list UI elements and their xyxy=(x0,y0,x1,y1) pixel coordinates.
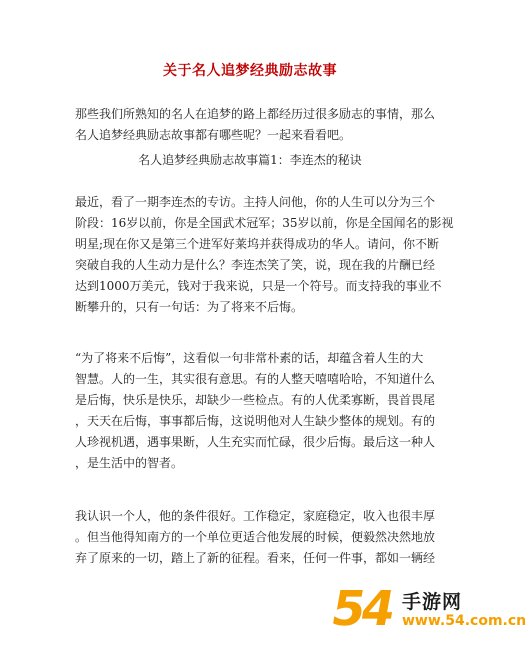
body-paragraph-2 xyxy=(75,348,436,474)
intro-paragraph xyxy=(75,104,436,146)
paragraph-line: 弃了原来的一切，踏上了新的征程。看来，任何一件事，都如一辆经 xyxy=(75,551,436,565)
intro-line: 那些我们所熟知的名人在追梦的路上都经历过很多励志的事情，那么 xyxy=(75,107,436,121)
paragraph-line: 。但当他得知南方的一个单位更适合他发展的时候，便毅然决然地放 xyxy=(75,530,436,544)
paragraph-line: 达到1000万美元，钱对于我来说，只是一个符号。而支持我的事业不 xyxy=(75,279,442,293)
body-paragraph-1 xyxy=(75,192,454,318)
paragraph-line: 明星;现在你又是第三个进军好莱坞并获得成功的华人。请问，你不断 xyxy=(75,237,440,251)
document-title: 关于名人追梦经典励志故事 xyxy=(163,63,337,79)
paragraph-line: ，天天在后悔，事事都后悔，这说明他对人生缺少整体的规划。有的 xyxy=(75,414,436,428)
intro-line: 名人追梦经典励志故事都有哪些呢？一起来看看吧。 xyxy=(75,128,352,142)
watermark-url: www.54.com.cn xyxy=(402,613,526,629)
watermark-site-name: 手游网 xyxy=(402,591,463,613)
paragraph-line: 断攀升的，只有一句话：为了将来不后悔。 xyxy=(75,300,304,314)
paragraph-line: 我认识一个人，他的条件很好。工作稳定，家庭稳定，收入也很丰厚 xyxy=(75,509,436,523)
watermark-number: 54 xyxy=(327,581,396,637)
paragraph-line: 智慧。人的一生，其实很有意思。有的人整天嘻嘻哈哈，不知道什么 xyxy=(75,372,436,386)
paragraph-line: “为了将来不后悔”，这看似一句非常朴素的话，却蕴含着人生的大 xyxy=(75,351,424,365)
paragraph-line: 阶段：16岁以前，你是全国武术冠军；35岁以前，你是全国闻名的影视 xyxy=(75,216,454,230)
paragraph-line: 最近，看了一期李连杰的专访。主持人问他，你的人生可以分为三个 xyxy=(75,195,436,209)
paragraph-line: 突破自我的人生动力是什么？李连杰笑了笑，说，现在我的片酬已经 xyxy=(75,258,436,272)
body-paragraph-3 xyxy=(75,506,436,569)
paragraph-line: 人珍视机遇，遇事果断，人生充实而忙碌，很少后悔。最后这一种人 xyxy=(75,435,436,449)
section-subtitle: 名人追梦经典励志故事篇1：李连杰的秘诀 xyxy=(138,153,362,167)
paragraph-line: 是后悔，快乐是快乐，却缺少一些检点。有的人优柔寡断，畏首畏尾 xyxy=(75,393,436,407)
site-watermark-logo xyxy=(327,581,526,637)
paragraph-line: ，是生活中的智者。 xyxy=(75,456,184,470)
